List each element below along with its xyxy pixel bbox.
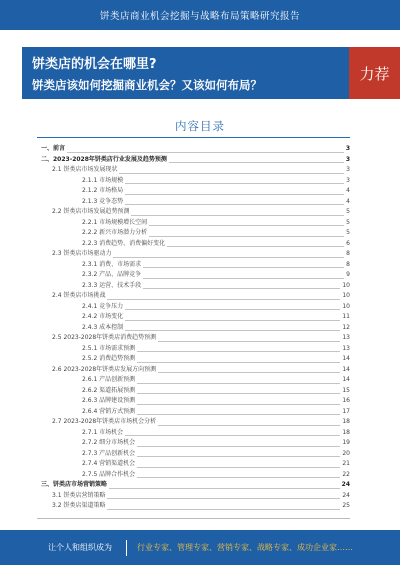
toc-leader-dots	[149, 225, 344, 226]
toc-page-number: 8	[346, 250, 350, 257]
toc-entry-text: 2.6.4 营销方式预测	[82, 407, 136, 415]
toc-page-number: 6	[346, 239, 350, 247]
toc-entry-text: 2.4 饼类店市场挑战	[52, 292, 106, 299]
toc-entry[interactable]	[37, 270, 350, 281]
toc-entry[interactable]	[37, 260, 350, 271]
toc-leader-dots	[169, 162, 344, 163]
toc-entry[interactable]	[37, 281, 350, 292]
toc-entry[interactable]	[37, 386, 350, 397]
footer-slogan: 让个人和组织成为	[48, 543, 112, 552]
toc-page-number: 11	[342, 313, 350, 320]
toc-page-number: 10	[342, 281, 350, 289]
toc-entry-text: 二、2023-2028年饼类店行业发展及趋势预测	[41, 155, 167, 163]
toc-page-number: 3	[345, 145, 350, 152]
toc-page-number: 4	[346, 197, 350, 205]
footer-roles: 行业专家、管理专家、营销专家、战略专家、成功企业家……	[137, 543, 353, 552]
toc-leader-dots	[137, 404, 340, 405]
report-title: 饼类店商业机会挖掘与战略布局策略研究报告	[99, 11, 300, 22]
toc-leader-dots	[107, 498, 340, 499]
toc-leader-dots	[125, 320, 340, 321]
toc-leader-dots	[125, 204, 344, 205]
toc-page-number: 17	[342, 407, 350, 415]
toc-entry[interactable]	[37, 207, 350, 218]
toc-entry[interactable]	[37, 323, 350, 334]
toc-page-number: 3	[346, 176, 350, 184]
toc-entry-text: 三、饼类店市场营销策略	[41, 481, 108, 488]
toc-entry-text: 2.6 2023-2028年饼类店发展方向预测	[52, 365, 157, 373]
toc-leader-dots	[137, 467, 340, 468]
toc-entry[interactable]	[37, 449, 350, 460]
toc-entry-text: 2.1.1 市场规模	[82, 176, 124, 184]
report-header-bar	[0, 0, 400, 30]
toc-page-number: 3	[346, 166, 350, 173]
toc-entry-text: 2.6.2 渠道拓展预测	[82, 386, 136, 394]
toc-entry[interactable]	[37, 249, 350, 260]
toc-entry-text: 2.1.3 竞争态势	[82, 197, 124, 205]
toc-page-number: 12	[342, 323, 350, 331]
toc-leader-dots	[67, 152, 344, 153]
toc-leader-dots	[149, 236, 344, 237]
toc-entry[interactable]	[37, 365, 350, 376]
toc-leader-dots	[131, 215, 344, 216]
toc-leader-dots	[125, 309, 340, 310]
toc-entry-text: 2.7.3 产品创新机会	[82, 449, 136, 457]
toc-page-number: 5	[346, 218, 350, 226]
toc-leader-dots	[137, 362, 340, 363]
toc-leader-dots	[125, 330, 340, 331]
title-banner	[22, 47, 350, 99]
toc-leader-dots	[137, 383, 340, 384]
toc-entry[interactable]	[37, 197, 350, 208]
toc-leader-dots	[158, 372, 340, 373]
toc-page-number: 15	[342, 386, 350, 394]
toc-divider	[37, 137, 350, 138]
footer-divider	[37, 518, 350, 519]
toc-leader-dots	[107, 299, 340, 300]
recommend-badge: 力荐	[349, 47, 400, 99]
toc-page-number: 4	[346, 187, 350, 194]
toc-leader-dots	[119, 173, 344, 174]
toc-entry-text: 2.5.2 消费趋势预测	[82, 355, 136, 362]
toc-page-number: 3	[345, 155, 350, 163]
toc-entry[interactable]	[37, 501, 350, 512]
toc-page-number: 18	[342, 428, 350, 436]
toc-leader-dots	[158, 425, 340, 426]
toc-leader-dots	[113, 257, 344, 258]
toc-entry[interactable]	[37, 291, 350, 302]
toc-entry[interactable]	[37, 438, 350, 449]
toc-leader-dots	[143, 278, 344, 279]
toc-entry-text: 2.6.3 品牌建设预测	[82, 397, 136, 404]
toc-leader-dots	[137, 393, 340, 394]
toc-title: 内容目录	[175, 119, 225, 133]
toc-entry-text: 2.7 2023-2028年饼类店市场机会分析	[52, 418, 157, 425]
toc-entry[interactable]	[37, 396, 350, 407]
toc-leader-dots	[143, 288, 340, 289]
toc-leader-dots	[125, 435, 340, 436]
banner-title: 饼类店的机会在哪里?	[32, 57, 157, 72]
toc-entry[interactable]	[37, 302, 350, 313]
toc-leader-dots	[109, 488, 340, 489]
toc-entry-text: 2.7.5 品牌合作机会	[82, 470, 136, 478]
toc-entry[interactable]	[37, 417, 350, 428]
footer-separator	[126, 540, 127, 556]
toc-entry[interactable]	[37, 176, 350, 187]
table-of-contents	[37, 144, 350, 512]
toc-entry[interactable]	[37, 333, 350, 344]
toc-page-number: 14	[342, 355, 350, 362]
toc-entry-text: 2.5.1 市场需求预测	[82, 344, 136, 352]
toc-leader-dots	[137, 351, 340, 352]
toc-page-number: 20	[342, 449, 350, 457]
toc-entry-text: 2.2.1 市场规模增长空间	[82, 218, 148, 226]
toc-page-number: 24	[342, 491, 350, 499]
toc-entry-text: 2.3.3 运营、技术手段	[82, 281, 142, 289]
toc-entry-text: 2.4.1 竞争压力	[82, 302, 124, 310]
footer-bar	[0, 530, 400, 565]
toc-leader-dots	[158, 341, 340, 342]
toc-page-number: 5	[346, 229, 350, 236]
toc-entry[interactable]	[37, 312, 350, 323]
toc-entry-text: 2.6.1 产品创新预测	[82, 376, 136, 383]
toc-entry-text: 2.4.3 成本控制	[82, 323, 124, 331]
toc-page-number: 5	[346, 208, 350, 215]
toc-entry[interactable]	[37, 239, 350, 250]
toc-entry[interactable]	[37, 344, 350, 355]
toc-page-number: 10	[342, 292, 350, 299]
toc-page-number: 14	[342, 376, 350, 383]
toc-entry[interactable]	[37, 470, 350, 481]
toc-entry-text: 2.2.3 消费趋势、消费偏好变化	[82, 239, 166, 247]
toc-entry[interactable]	[37, 407, 350, 418]
toc-entry-text: 2.3.1 消费、市场需求	[82, 260, 142, 268]
toc-entry[interactable]	[37, 480, 350, 491]
toc-page-number: 13	[342, 344, 350, 352]
toc-leader-dots	[143, 267, 344, 268]
toc-page-number: 9	[346, 271, 350, 278]
toc-entry-text: 2.5 2023-2028年饼类店消费趋势预测	[52, 334, 157, 341]
toc-entry[interactable]	[37, 228, 350, 239]
toc-leader-dots	[125, 183, 344, 184]
toc-entry[interactable]	[37, 144, 350, 155]
toc-page-number: 18	[342, 418, 350, 425]
toc-entry-text: 2.7.1 市场机会	[82, 428, 124, 436]
toc-leader-dots	[125, 194, 344, 195]
toc-leader-dots	[137, 414, 340, 415]
toc-entry-text: 2.4.2 市场变化	[82, 313, 124, 320]
toc-page-number: 8	[346, 260, 350, 268]
toc-page-number: 25	[342, 502, 350, 509]
toc-entry[interactable]	[37, 165, 350, 176]
toc-entry-text: 2.1.2 市场格局	[82, 187, 124, 194]
toc-entry[interactable]	[37, 354, 350, 365]
toc-page-number: 14	[342, 365, 350, 373]
toc-page-number: 10	[342, 302, 350, 310]
toc-entry-text: 2.3 饼类店市场驱动力	[52, 250, 112, 257]
toc-entry-text: 2.1 饼类店市场发展现状	[52, 166, 118, 173]
toc-entry[interactable]	[37, 459, 350, 470]
toc-entry-text: 3.1 饼类店营销策略	[52, 491, 106, 499]
toc-leader-dots	[137, 477, 340, 478]
toc-entry-text: 2.7.2 细分市场机会	[82, 439, 136, 446]
toc-entry[interactable]	[37, 186, 350, 197]
toc-page-number: 24	[341, 481, 350, 488]
toc-leader-dots	[167, 246, 344, 247]
banner-subtitle: 饼类店该如何挖掘商业机会？又该如何布局？	[32, 78, 262, 92]
toc-entry[interactable]	[37, 375, 350, 386]
toc-entry[interactable]	[37, 218, 350, 229]
toc-leader-dots	[107, 509, 340, 510]
toc-entry-text: 2.7.4 营销渠道机会	[82, 460, 136, 467]
toc-entry[interactable]	[37, 428, 350, 439]
toc-page-number: 19	[342, 439, 350, 446]
toc-page-number: 13	[342, 334, 350, 341]
toc-entry-text: 3.2 饼类店渠道策略	[52, 502, 106, 509]
toc-page-number: 22	[342, 470, 350, 478]
toc-page-number: 16	[342, 397, 350, 404]
toc-page-number: 21	[342, 460, 350, 467]
toc-entry[interactable]	[37, 155, 350, 166]
toc-leader-dots	[137, 456, 340, 457]
toc-entry-text: 2.2.2 新兴市场潜力分析	[82, 229, 148, 236]
toc-entry[interactable]	[37, 491, 350, 502]
toc-entry-text: 2.2 饼类店市场发展趋势预测	[52, 208, 130, 215]
toc-entry-text: 2.3.2 产品、品牌竞争	[82, 271, 142, 278]
toc-leader-dots	[137, 446, 340, 447]
toc-entry-text: 一、前言	[41, 145, 66, 152]
